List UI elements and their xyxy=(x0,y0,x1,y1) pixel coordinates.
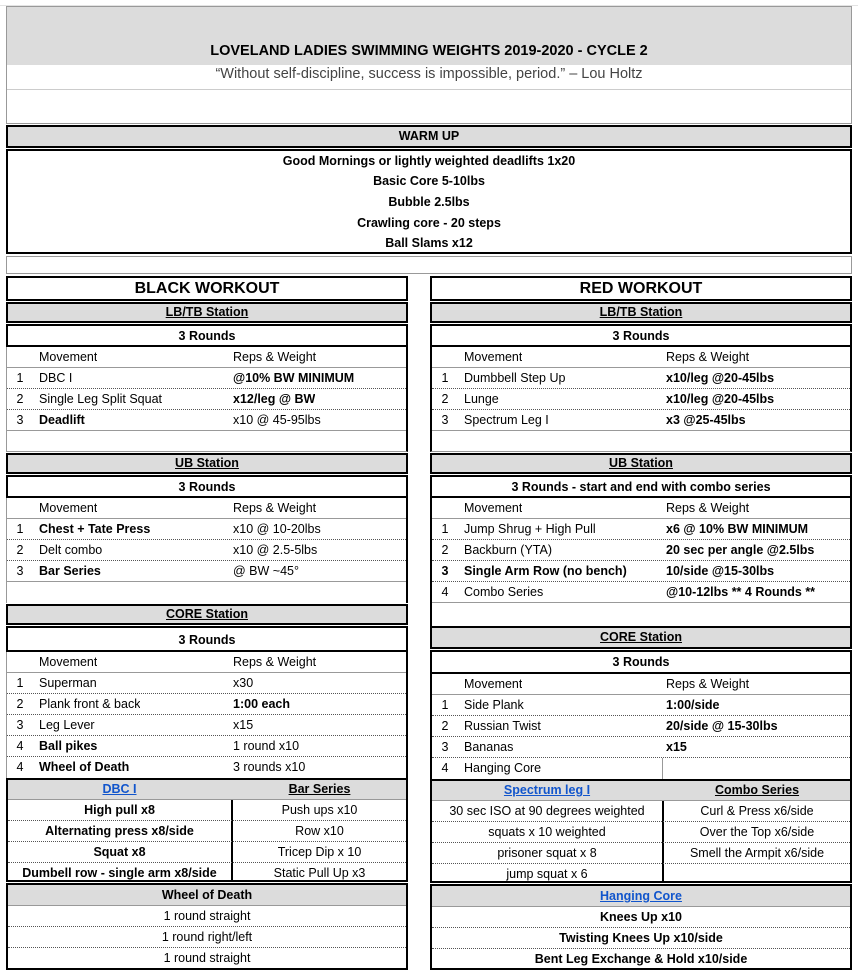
dbc-item: High pull x8 xyxy=(84,803,155,817)
warmup-list xyxy=(6,149,852,254)
table-row xyxy=(432,519,850,540)
dbc-item: Alternating press x8/side xyxy=(45,824,194,838)
row-movement: Delt combo xyxy=(39,543,103,557)
row-reps: @10% BW MINIMUM xyxy=(233,371,355,385)
red-core-title: CORE Station xyxy=(600,630,682,644)
row-movement: Russian Twist xyxy=(464,719,541,733)
red-core-table xyxy=(430,674,852,779)
black-core-title-bar xyxy=(6,604,408,625)
sub-header-row xyxy=(8,780,406,800)
page-title: LOVELAND LADIES SWIMMING WEIGHTS 2019-2020 - CYCLE 2 xyxy=(210,43,648,59)
row-reps: x10/leg @20-45lbs xyxy=(666,371,775,385)
row-number: 4 xyxy=(16,739,24,753)
row-reps: x30 xyxy=(233,676,254,690)
list-item xyxy=(432,822,850,843)
row-number: 2 xyxy=(441,392,449,406)
row-movement: Wheel of Death xyxy=(39,760,130,774)
dbc-item: Dumbell row - single arm x8/side xyxy=(22,866,217,880)
movement-header: Movement xyxy=(464,677,523,691)
row-reps: 20 sec per angle @2.5lbs xyxy=(666,543,815,557)
red-lbtb-table xyxy=(430,347,852,431)
red-lbtb-rounds: 3 Rounds xyxy=(612,329,670,343)
row-movement: Combo Series xyxy=(464,585,544,599)
red-sub-tables xyxy=(430,779,852,883)
table-row xyxy=(7,736,406,757)
reps-header: Reps & Weight xyxy=(233,350,317,364)
black-ub-rounds-bar xyxy=(6,475,408,498)
table-row xyxy=(7,715,406,736)
row-reps: x15 xyxy=(666,740,687,754)
warmup-item: Crawling core - 20 steps xyxy=(357,216,501,230)
black-lbtb-rounds: 3 Rounds xyxy=(178,329,236,343)
spectrum-item: jump squat x 6 xyxy=(506,867,588,881)
black-title: BLACK WORKOUT xyxy=(134,280,280,297)
table-row xyxy=(7,561,406,582)
black-lbtb-title: LB/TB Station xyxy=(165,305,249,319)
row-movement: Chest + Tate Press xyxy=(39,522,151,536)
red-lbtb-title-bar xyxy=(430,302,852,323)
red-lbtb-title: LB/TB Station xyxy=(599,305,683,319)
black-core-rounds-bar xyxy=(6,626,408,652)
row-movement: Side Plank xyxy=(464,698,524,712)
spacer-row xyxy=(6,256,852,274)
black-ub-title: UB Station xyxy=(175,456,239,470)
row-reps: 1:00/side xyxy=(666,698,720,712)
table-row xyxy=(432,716,850,737)
wheel-title: Wheel of Death xyxy=(8,885,406,906)
movement-header: Movement xyxy=(464,501,523,515)
quote: “Without self-discipline, success is impossible, period.” – Lou Holtz xyxy=(215,66,643,82)
hanging-item: Bent Leg Exchange & Hold x10/side xyxy=(534,952,748,966)
row-reps: x10 @ 2.5-5lbs xyxy=(233,543,318,557)
table-header-row xyxy=(7,347,406,368)
list-item xyxy=(432,801,850,822)
row-number: 1 xyxy=(16,522,24,536)
row-movement: Ball pikes xyxy=(39,739,98,753)
row-movement: Lunge xyxy=(464,392,499,406)
table-row xyxy=(432,389,850,410)
bar-item: Tricep Dip x 10 xyxy=(277,845,362,859)
table-row xyxy=(432,561,850,582)
hanging-item: Knees Up x10 xyxy=(432,907,850,928)
row-number: 3 xyxy=(441,740,449,754)
black-core-title: CORE Station xyxy=(166,607,248,621)
row-movement: Superman xyxy=(39,676,97,690)
black-core-table xyxy=(6,652,408,778)
wheel-item: 1 round straight xyxy=(163,951,251,965)
red-ub-title: UB Station xyxy=(609,456,673,470)
movement-header: Movement xyxy=(39,501,98,515)
warmup-item: Basic Core 5-10lbs xyxy=(373,174,485,188)
row-number: 3 xyxy=(16,718,24,732)
table-row xyxy=(7,368,406,389)
reps-header: Reps & Weight xyxy=(666,501,750,515)
black-lbtb-rounds-bar xyxy=(6,324,408,347)
movement-header: Movement xyxy=(39,655,98,669)
combo-item: Over the Top x6/side xyxy=(699,825,815,839)
row-number: 3 xyxy=(441,564,449,578)
row-reps: x15 xyxy=(233,718,254,732)
black-ub-table xyxy=(6,498,408,582)
table-header-row xyxy=(7,498,406,519)
row-reps: x10 @ 10-20lbs xyxy=(233,522,321,536)
row-reps: 10/side @15-30lbs xyxy=(666,564,775,578)
row-number: 2 xyxy=(441,719,449,733)
table-row xyxy=(7,540,406,561)
reps-header: Reps & Weight xyxy=(666,677,750,691)
dbc-item: Squat x8 xyxy=(93,845,146,859)
bar-series-title: Bar Series xyxy=(288,782,351,796)
black-workout xyxy=(6,276,408,970)
red-ub-rounds-bar xyxy=(430,475,852,498)
row-number: 4 xyxy=(16,760,24,774)
table-row xyxy=(7,519,406,540)
row-reps: x10/leg @20-45lbs xyxy=(666,392,775,406)
reps-header: Reps & Weight xyxy=(233,655,317,669)
hanging-item: Twisting Knees Up x10/side xyxy=(432,928,850,949)
row-number: 2 xyxy=(16,392,24,406)
table-row xyxy=(432,737,850,758)
table-row xyxy=(7,673,406,694)
red-core-rounds: 3 Rounds xyxy=(612,655,670,669)
table-header-row xyxy=(432,347,850,368)
table-row xyxy=(7,757,406,778)
combo-item: Curl & Press x6/side xyxy=(700,804,814,818)
warmup-item: Good Mornings or lightly weighted deadlifts 1x20 xyxy=(282,154,576,168)
row-reps: @ BW ~45° xyxy=(233,564,299,578)
row-reps: 1 round x10 xyxy=(233,739,300,753)
table-row xyxy=(432,758,850,779)
table-row xyxy=(432,410,850,431)
row-movement: Spectrum Leg I xyxy=(464,413,549,427)
row-movement: Bar Series xyxy=(39,564,101,578)
table-row xyxy=(7,694,406,715)
red-core-rounds-bar xyxy=(430,650,852,674)
list-item xyxy=(432,843,850,864)
wheel-item: 1 round straight xyxy=(8,906,406,927)
black-sub-tables xyxy=(6,778,408,882)
list-item xyxy=(432,864,850,885)
spacer-row xyxy=(6,582,408,603)
movement-header: Movement xyxy=(39,350,98,364)
row-movement: Backburn (YTA) xyxy=(464,543,552,557)
bar-item: Row x10 xyxy=(295,824,344,838)
row-movement: Dumbbell Step Up xyxy=(464,371,566,385)
row-number: 2 xyxy=(441,543,449,557)
hanging-core xyxy=(430,884,852,970)
row-movement: Jump Shrug + High Pull xyxy=(464,522,596,536)
row-number: 4 xyxy=(441,761,449,775)
row-number: 3 xyxy=(16,413,24,427)
red-ub-rounds: 3 Rounds - start and end with combo series xyxy=(511,480,771,494)
warmup-title: WARM UP xyxy=(398,129,460,143)
table-row xyxy=(432,540,850,561)
table-header-row xyxy=(432,498,850,519)
row-reps: x6 @ 10% BW MINIMUM xyxy=(666,522,809,536)
spectrum-title[interactable]: Spectrum leg I xyxy=(503,783,591,797)
row-reps: x12/leg @ BW xyxy=(233,392,316,406)
spectrum-item: 30 sec ISO at 90 degrees weighted xyxy=(449,804,645,818)
table-row xyxy=(432,368,850,389)
list-item xyxy=(8,821,406,842)
table-header-row xyxy=(7,652,406,673)
row-number: 2 xyxy=(16,697,24,711)
row-movement: Plank front & back xyxy=(39,697,141,711)
red-title-bar xyxy=(430,276,852,301)
row-movement: Single Arm Row (no bench) xyxy=(464,564,627,578)
red-lbtb-rounds-bar xyxy=(430,324,852,347)
bar-item: Static Pull Up x3 xyxy=(273,866,366,880)
table-row xyxy=(432,582,850,603)
spacer-row xyxy=(6,431,408,452)
red-title: RED WORKOUT xyxy=(579,280,703,297)
row-reps: x3 @25-45lbs xyxy=(666,413,746,427)
black-title-bar xyxy=(6,276,408,301)
combo-series-title: Combo Series xyxy=(714,783,800,797)
wheel-of-death xyxy=(6,883,408,970)
spacer-row xyxy=(430,604,852,626)
spacer-row xyxy=(430,431,852,452)
table-row xyxy=(7,410,406,431)
row-number: 1 xyxy=(441,522,449,536)
red-ub-table xyxy=(430,498,852,604)
row-reps: 20/side @ 15-30lbs xyxy=(666,719,778,733)
list-item xyxy=(8,800,406,821)
list-item xyxy=(8,863,406,884)
header-block xyxy=(6,6,852,124)
hanging-title-row xyxy=(432,886,850,907)
wheel-item: 1 round right/left xyxy=(8,927,406,948)
dbc-title[interactable]: DBC I xyxy=(102,782,137,796)
reps-header: Reps & Weight xyxy=(666,350,750,364)
red-ub-title-bar xyxy=(430,453,852,474)
row-number: 1 xyxy=(16,371,24,385)
row-reps: x10 @ 45-95lbs xyxy=(233,413,321,427)
combo-item: Smell the Armpit x6/side xyxy=(689,846,825,860)
row-reps: 1:00 each xyxy=(233,697,290,711)
row-movement: Single Leg Split Squat xyxy=(39,392,163,406)
row-number: 3 xyxy=(16,564,24,578)
row-reps: @10-12lbs ** 4 Rounds ** xyxy=(666,585,816,599)
row-movement: Hanging Core xyxy=(464,761,542,775)
black-ub-title-bar xyxy=(6,453,408,474)
table-header-row xyxy=(432,674,850,695)
movement-header: Movement xyxy=(464,350,523,364)
red-workout xyxy=(430,276,852,970)
bar-item: Push ups x10 xyxy=(281,803,358,817)
row-movement: DBC I xyxy=(39,371,73,385)
row-number: 1 xyxy=(441,371,449,385)
row-number: 2 xyxy=(16,543,24,557)
row-number: 1 xyxy=(16,676,24,690)
row-movement: Bananas xyxy=(464,740,514,754)
row-movement: Leg Lever xyxy=(39,718,95,732)
row-movement: Deadlift xyxy=(39,413,85,427)
sub-header-row xyxy=(432,781,850,801)
warmup-title-bar xyxy=(6,125,852,148)
warmup-item: Ball Slams x12 xyxy=(385,236,473,250)
row-reps: 3 rounds x10 xyxy=(233,760,306,774)
row-number: 3 xyxy=(441,413,449,427)
row-number: 4 xyxy=(441,585,449,599)
spectrum-item: prisoner squat x 8 xyxy=(497,846,597,860)
spectrum-item: squats x 10 weighted xyxy=(488,825,606,839)
table-row xyxy=(432,695,850,716)
hanging-core-title[interactable]: Hanging Core xyxy=(600,889,682,903)
red-core-title-bar xyxy=(430,626,852,649)
black-core-rounds: 3 Rounds xyxy=(178,633,236,647)
black-lbtb-title-bar xyxy=(6,302,408,323)
black-lbtb-table xyxy=(6,347,408,431)
list-item xyxy=(8,842,406,863)
row-number: 1 xyxy=(441,698,449,712)
warmup-item: Bubble 2.5lbs xyxy=(388,195,470,209)
reps-header: Reps & Weight xyxy=(233,501,317,515)
table-row xyxy=(7,389,406,410)
black-ub-rounds: 3 Rounds xyxy=(178,480,236,494)
